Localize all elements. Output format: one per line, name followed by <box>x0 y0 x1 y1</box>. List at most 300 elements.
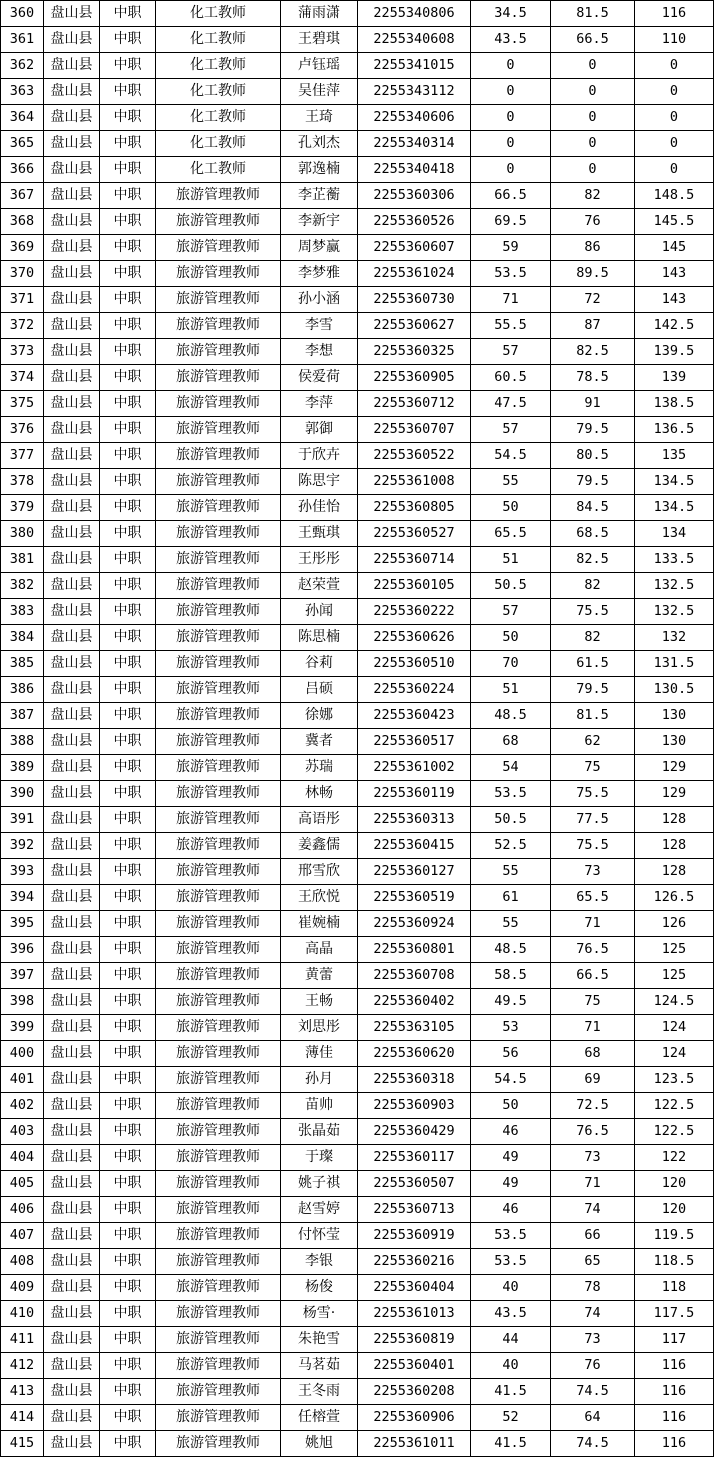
exam-id-cell: 2255360127 <box>358 859 471 885</box>
table-row <box>1 1 714 27</box>
written-score-cell: 58.5 <box>471 963 551 989</box>
total-score-cell: 126 <box>635 911 714 937</box>
total-score-cell: 131.5 <box>635 651 714 677</box>
exam-id-cell: 2255340606 <box>358 105 471 131</box>
interview-score-cell: 82.5 <box>551 547 635 573</box>
school-level-cell: 中职 <box>100 547 156 573</box>
name-cell: 李萍 <box>281 391 358 417</box>
county-cell: 盘山县 <box>44 79 100 105</box>
table-row <box>1 1431 714 1457</box>
county-cell: 盘山县 <box>44 703 100 729</box>
row-number-cell: 361 <box>1 27 44 53</box>
school-level-cell: 中职 <box>100 1 156 27</box>
school-level-cell: 中职 <box>100 209 156 235</box>
school-level-cell: 中职 <box>100 1431 156 1457</box>
position-cell: 化工教师 <box>156 105 281 131</box>
written-score-cell: 57 <box>471 339 551 365</box>
total-score-cell: 128 <box>635 807 714 833</box>
row-number-cell: 395 <box>1 911 44 937</box>
name-cell: 孙月 <box>281 1067 358 1093</box>
name-cell: 苗帅 <box>281 1093 358 1119</box>
exam-id-cell: 2255360313 <box>358 807 471 833</box>
interview-score-cell: 91 <box>551 391 635 417</box>
exam-id-cell: 2255360626 <box>358 625 471 651</box>
county-cell: 盘山县 <box>44 1093 100 1119</box>
interview-score-cell: 0 <box>551 157 635 183</box>
county-cell: 盘山县 <box>44 1431 100 1457</box>
table-row <box>1 1327 714 1353</box>
exam-id-cell: 2255361011 <box>358 1431 471 1457</box>
table-row <box>1 885 714 911</box>
interview-score-cell: 82 <box>551 183 635 209</box>
interview-score-cell: 0 <box>551 131 635 157</box>
interview-score-cell: 86 <box>551 235 635 261</box>
row-number-cell: 400 <box>1 1041 44 1067</box>
position-cell: 旅游管理教师 <box>156 885 281 911</box>
school-level-cell: 中职 <box>100 1405 156 1431</box>
interview-score-cell: 76.5 <box>551 937 635 963</box>
table-row <box>1 339 714 365</box>
county-cell: 盘山县 <box>44 807 100 833</box>
school-level-cell: 中职 <box>100 833 156 859</box>
name-cell: 薄佳 <box>281 1041 358 1067</box>
row-number-cell: 408 <box>1 1249 44 1275</box>
row-number-cell: 399 <box>1 1015 44 1041</box>
exam-id-cell: 2255340314 <box>358 131 471 157</box>
row-number-cell: 367 <box>1 183 44 209</box>
written-score-cell: 50 <box>471 625 551 651</box>
name-cell: 黄蕾 <box>281 963 358 989</box>
school-level-cell: 中职 <box>100 1197 156 1223</box>
position-cell: 旅游管理教师 <box>156 677 281 703</box>
exam-id-cell: 2255361024 <box>358 261 471 287</box>
total-score-cell: 0 <box>635 53 714 79</box>
written-score-cell: 0 <box>471 53 551 79</box>
interview-score-cell: 75.5 <box>551 599 635 625</box>
position-cell: 旅游管理教师 <box>156 1041 281 1067</box>
county-cell: 盘山县 <box>44 755 100 781</box>
row-number-cell: 410 <box>1 1301 44 1327</box>
table-body <box>1 1 714 1457</box>
row-number-cell: 412 <box>1 1353 44 1379</box>
interview-score-cell: 68 <box>551 1041 635 1067</box>
total-score-cell: 130 <box>635 729 714 755</box>
county-cell: 盘山县 <box>44 313 100 339</box>
position-cell: 旅游管理教师 <box>156 417 281 443</box>
name-cell: 姜鑫儒 <box>281 833 358 859</box>
position-cell: 旅游管理教师 <box>156 339 281 365</box>
interview-score-cell: 71 <box>551 1171 635 1197</box>
position-cell: 旅游管理教师 <box>156 1431 281 1457</box>
name-cell: 郭逸楠 <box>281 157 358 183</box>
row-number-cell: 396 <box>1 937 44 963</box>
written-score-cell: 49.5 <box>471 989 551 1015</box>
school-level-cell: 中职 <box>100 963 156 989</box>
written-score-cell: 57 <box>471 599 551 625</box>
interview-score-cell: 0 <box>551 53 635 79</box>
total-score-cell: 0 <box>635 105 714 131</box>
total-score-cell: 139.5 <box>635 339 714 365</box>
written-score-cell: 48.5 <box>471 937 551 963</box>
table-row <box>1 417 714 443</box>
county-cell: 盘山县 <box>44 651 100 677</box>
county-cell: 盘山县 <box>44 495 100 521</box>
row-number-cell: 407 <box>1 1223 44 1249</box>
row-number-cell: 411 <box>1 1327 44 1353</box>
row-number-cell: 362 <box>1 53 44 79</box>
total-score-cell: 124.5 <box>635 989 714 1015</box>
exam-id-cell: 2255360905 <box>358 365 471 391</box>
interview-score-cell: 73 <box>551 1327 635 1353</box>
position-cell: 旅游管理教师 <box>156 365 281 391</box>
total-score-cell: 116 <box>635 1379 714 1405</box>
school-level-cell: 中职 <box>100 183 156 209</box>
table-row <box>1 235 714 261</box>
table-row <box>1 53 714 79</box>
position-cell: 旅游管理教师 <box>156 469 281 495</box>
written-score-cell: 56 <box>471 1041 551 1067</box>
school-level-cell: 中职 <box>100 53 156 79</box>
exam-id-cell: 2255340806 <box>358 1 471 27</box>
position-cell: 旅游管理教师 <box>156 1353 281 1379</box>
name-cell: 周梦赢 <box>281 235 358 261</box>
table-row <box>1 521 714 547</box>
row-number-cell: 409 <box>1 1275 44 1301</box>
table-row <box>1 807 714 833</box>
interview-score-cell: 0 <box>551 79 635 105</box>
table-row <box>1 963 714 989</box>
row-number-cell: 386 <box>1 677 44 703</box>
interview-score-cell: 74.5 <box>551 1379 635 1405</box>
position-cell: 旅游管理教师 <box>156 495 281 521</box>
county-cell: 盘山县 <box>44 27 100 53</box>
position-cell: 旅游管理教师 <box>156 625 281 651</box>
position-cell: 旅游管理教师 <box>156 235 281 261</box>
total-score-cell: 125 <box>635 937 714 963</box>
interview-score-cell: 75 <box>551 989 635 1015</box>
position-cell: 旅游管理教师 <box>156 989 281 1015</box>
school-level-cell: 中职 <box>100 1171 156 1197</box>
table-row <box>1 1041 714 1067</box>
school-level-cell: 中职 <box>100 1249 156 1275</box>
position-cell: 旅游管理教师 <box>156 1093 281 1119</box>
name-cell: 冀者 <box>281 729 358 755</box>
table-row <box>1 469 714 495</box>
exam-id-cell: 2255360325 <box>358 339 471 365</box>
total-score-cell: 134.5 <box>635 495 714 521</box>
total-score-cell: 120 <box>635 1197 714 1223</box>
row-number-cell: 391 <box>1 807 44 833</box>
position-cell: 旅游管理教师 <box>156 963 281 989</box>
county-cell: 盘山县 <box>44 963 100 989</box>
table-row <box>1 599 714 625</box>
position-cell: 旅游管理教师 <box>156 1197 281 1223</box>
exam-id-cell: 2255341015 <box>358 53 471 79</box>
interview-score-cell: 74 <box>551 1301 635 1327</box>
row-number-cell: 381 <box>1 547 44 573</box>
interview-score-cell: 87 <box>551 313 635 339</box>
name-cell: 李新宇 <box>281 209 358 235</box>
name-cell: 李芷蘅 <box>281 183 358 209</box>
county-cell: 盘山县 <box>44 157 100 183</box>
county-cell: 盘山县 <box>44 53 100 79</box>
county-cell: 盘山县 <box>44 339 100 365</box>
school-level-cell: 中职 <box>100 79 156 105</box>
table-row <box>1 105 714 131</box>
exam-id-cell: 2255360401 <box>358 1353 471 1379</box>
county-cell: 盘山县 <box>44 1171 100 1197</box>
name-cell: 苏瑞 <box>281 755 358 781</box>
name-cell: 陈思宇 <box>281 469 358 495</box>
school-level-cell: 中职 <box>100 651 156 677</box>
interview-score-cell: 76.5 <box>551 1119 635 1145</box>
interview-score-cell: 78 <box>551 1275 635 1301</box>
county-cell: 盘山县 <box>44 1 100 27</box>
table-row <box>1 495 714 521</box>
table-row <box>1 1223 714 1249</box>
school-level-cell: 中职 <box>100 131 156 157</box>
written-score-cell: 71 <box>471 287 551 313</box>
exam-id-cell: 2255340608 <box>358 27 471 53</box>
table-row <box>1 313 714 339</box>
exam-id-cell: 2255343112 <box>358 79 471 105</box>
written-score-cell: 69.5 <box>471 209 551 235</box>
county-cell: 盘山县 <box>44 677 100 703</box>
row-number-cell: 393 <box>1 859 44 885</box>
name-cell: 王畅 <box>281 989 358 1015</box>
written-score-cell: 68 <box>471 729 551 755</box>
total-score-cell: 143 <box>635 261 714 287</box>
interview-score-cell: 71 <box>551 1015 635 1041</box>
written-score-cell: 53.5 <box>471 1223 551 1249</box>
interview-score-cell: 82.5 <box>551 339 635 365</box>
exam-id-cell: 2255360730 <box>358 287 471 313</box>
position-cell: 旅游管理教师 <box>156 599 281 625</box>
total-score-cell: 122.5 <box>635 1119 714 1145</box>
school-level-cell: 中职 <box>100 911 156 937</box>
exam-id-cell: 2255360208 <box>358 1379 471 1405</box>
name-cell: 姚旭 <box>281 1431 358 1457</box>
exam-id-cell: 2255360117 <box>358 1145 471 1171</box>
name-cell: 王欣悦 <box>281 885 358 911</box>
exam-id-cell: 2255360627 <box>358 313 471 339</box>
name-cell: 任榕萱 <box>281 1405 358 1431</box>
exam-id-cell: 2255360620 <box>358 1041 471 1067</box>
name-cell: 李雪 <box>281 313 358 339</box>
position-cell: 旅游管理教师 <box>156 911 281 937</box>
table-row <box>1 261 714 287</box>
interview-score-cell: 69 <box>551 1067 635 1093</box>
interview-score-cell: 61.5 <box>551 651 635 677</box>
interview-score-cell: 66 <box>551 1223 635 1249</box>
name-cell: 付怀莹 <box>281 1223 358 1249</box>
table-row <box>1 755 714 781</box>
total-score-cell: 139 <box>635 365 714 391</box>
row-number-cell: 373 <box>1 339 44 365</box>
name-cell: 卢钰瑶 <box>281 53 358 79</box>
school-level-cell: 中职 <box>100 1353 156 1379</box>
county-cell: 盘山县 <box>44 105 100 131</box>
county-cell: 盘山县 <box>44 1405 100 1431</box>
county-cell: 盘山县 <box>44 547 100 573</box>
interview-score-cell: 75.5 <box>551 833 635 859</box>
total-score-cell: 143 <box>635 287 714 313</box>
written-score-cell: 70 <box>471 651 551 677</box>
school-level-cell: 中职 <box>100 677 156 703</box>
school-level-cell: 中职 <box>100 287 156 313</box>
exam-id-cell: 2255360805 <box>358 495 471 521</box>
interview-score-cell: 78.5 <box>551 365 635 391</box>
school-level-cell: 中职 <box>100 937 156 963</box>
interview-score-cell: 75.5 <box>551 781 635 807</box>
position-cell: 化工教师 <box>156 53 281 79</box>
written-score-cell: 48.5 <box>471 703 551 729</box>
name-cell: 王冬雨 <box>281 1379 358 1405</box>
exam-id-cell: 2255360222 <box>358 599 471 625</box>
written-score-cell: 55 <box>471 859 551 885</box>
exam-id-cell: 2255360507 <box>358 1171 471 1197</box>
interview-score-cell: 65 <box>551 1249 635 1275</box>
position-cell: 旅游管理教师 <box>156 937 281 963</box>
total-score-cell: 145.5 <box>635 209 714 235</box>
row-number-cell: 404 <box>1 1145 44 1171</box>
exam-id-cell: 2255360519 <box>358 885 471 911</box>
position-cell: 旅游管理教师 <box>156 287 281 313</box>
position-cell: 旅游管理教师 <box>156 573 281 599</box>
school-level-cell: 中职 <box>100 1067 156 1093</box>
interview-score-cell: 81.5 <box>551 703 635 729</box>
written-score-cell: 51 <box>471 547 551 573</box>
row-number-cell: 369 <box>1 235 44 261</box>
written-score-cell: 53.5 <box>471 1249 551 1275</box>
interview-score-cell: 76 <box>551 1353 635 1379</box>
written-score-cell: 65.5 <box>471 521 551 547</box>
table-row <box>1 1171 714 1197</box>
row-number-cell: 375 <box>1 391 44 417</box>
county-cell: 盘山县 <box>44 365 100 391</box>
school-level-cell: 中职 <box>100 1223 156 1249</box>
school-level-cell: 中职 <box>100 1093 156 1119</box>
written-score-cell: 61 <box>471 885 551 911</box>
name-cell: 赵荣萱 <box>281 573 358 599</box>
table-row <box>1 781 714 807</box>
position-cell: 旅游管理教师 <box>156 521 281 547</box>
position-cell: 旅游管理教师 <box>156 1275 281 1301</box>
county-cell: 盘山县 <box>44 1067 100 1093</box>
total-score-cell: 138.5 <box>635 391 714 417</box>
name-cell: 王碧琪 <box>281 27 358 53</box>
row-number-cell: 379 <box>1 495 44 521</box>
school-level-cell: 中职 <box>100 235 156 261</box>
county-cell: 盘山县 <box>44 1275 100 1301</box>
exam-id-cell: 2255360510 <box>358 651 471 677</box>
row-number-cell: 380 <box>1 521 44 547</box>
exam-id-cell: 2255360714 <box>358 547 471 573</box>
table-row <box>1 1275 714 1301</box>
total-score-cell: 124 <box>635 1015 714 1041</box>
written-score-cell: 55 <box>471 911 551 937</box>
position-cell: 旅游管理教师 <box>156 651 281 677</box>
school-level-cell: 中职 <box>100 599 156 625</box>
written-score-cell: 52.5 <box>471 833 551 859</box>
county-cell: 盘山县 <box>44 937 100 963</box>
county-cell: 盘山县 <box>44 521 100 547</box>
row-number-cell: 376 <box>1 417 44 443</box>
row-number-cell: 378 <box>1 469 44 495</box>
written-score-cell: 53.5 <box>471 261 551 287</box>
row-number-cell: 401 <box>1 1067 44 1093</box>
row-number-cell: 388 <box>1 729 44 755</box>
name-cell: 侯爱荷 <box>281 365 358 391</box>
row-number-cell: 387 <box>1 703 44 729</box>
position-cell: 旅游管理教师 <box>156 729 281 755</box>
table-row <box>1 287 714 313</box>
row-number-cell: 377 <box>1 443 44 469</box>
name-cell: 孙佳怡 <box>281 495 358 521</box>
county-cell: 盘山县 <box>44 443 100 469</box>
exam-id-cell: 2255360607 <box>358 235 471 261</box>
row-number-cell: 392 <box>1 833 44 859</box>
county-cell: 盘山县 <box>44 131 100 157</box>
table-row <box>1 131 714 157</box>
row-number-cell: 383 <box>1 599 44 625</box>
table-row <box>1 859 714 885</box>
exam-id-cell: 2255360707 <box>358 417 471 443</box>
total-score-cell: 0 <box>635 131 714 157</box>
total-score-cell: 128 <box>635 859 714 885</box>
row-number-cell: 364 <box>1 105 44 131</box>
row-number-cell: 397 <box>1 963 44 989</box>
position-cell: 旅游管理教师 <box>156 1171 281 1197</box>
county-cell: 盘山县 <box>44 1353 100 1379</box>
total-score-cell: 133.5 <box>635 547 714 573</box>
table-row <box>1 651 714 677</box>
school-level-cell: 中职 <box>100 989 156 1015</box>
name-cell: 吕硕 <box>281 677 358 703</box>
table-row <box>1 1197 714 1223</box>
interview-score-cell: 73 <box>551 859 635 885</box>
interview-score-cell: 81.5 <box>551 1 635 27</box>
table-row <box>1 625 714 651</box>
total-score-cell: 122.5 <box>635 1093 714 1119</box>
school-level-cell: 中职 <box>100 1275 156 1301</box>
written-score-cell: 53 <box>471 1015 551 1041</box>
row-number-cell: 382 <box>1 573 44 599</box>
interview-score-cell: 79.5 <box>551 417 635 443</box>
name-cell: 李梦雅 <box>281 261 358 287</box>
row-number-cell: 384 <box>1 625 44 651</box>
name-cell: 孙小涵 <box>281 287 358 313</box>
table-row <box>1 27 714 53</box>
row-number-cell: 370 <box>1 261 44 287</box>
exam-id-cell: 2255360713 <box>358 1197 471 1223</box>
total-score-cell: 142.5 <box>635 313 714 339</box>
school-level-cell: 中职 <box>100 1041 156 1067</box>
county-cell: 盘山县 <box>44 1223 100 1249</box>
county-cell: 盘山县 <box>44 911 100 937</box>
interview-score-cell: 71 <box>551 911 635 937</box>
interview-score-cell: 0 <box>551 105 635 131</box>
table-row <box>1 209 714 235</box>
table-row <box>1 911 714 937</box>
exam-id-cell: 2255361008 <box>358 469 471 495</box>
county-cell: 盘山县 <box>44 417 100 443</box>
school-level-cell: 中职 <box>100 105 156 131</box>
exam-id-cell: 2255360423 <box>358 703 471 729</box>
exam-id-cell: 2255360105 <box>358 573 471 599</box>
exam-id-cell: 2255360801 <box>358 937 471 963</box>
school-level-cell: 中职 <box>100 885 156 911</box>
